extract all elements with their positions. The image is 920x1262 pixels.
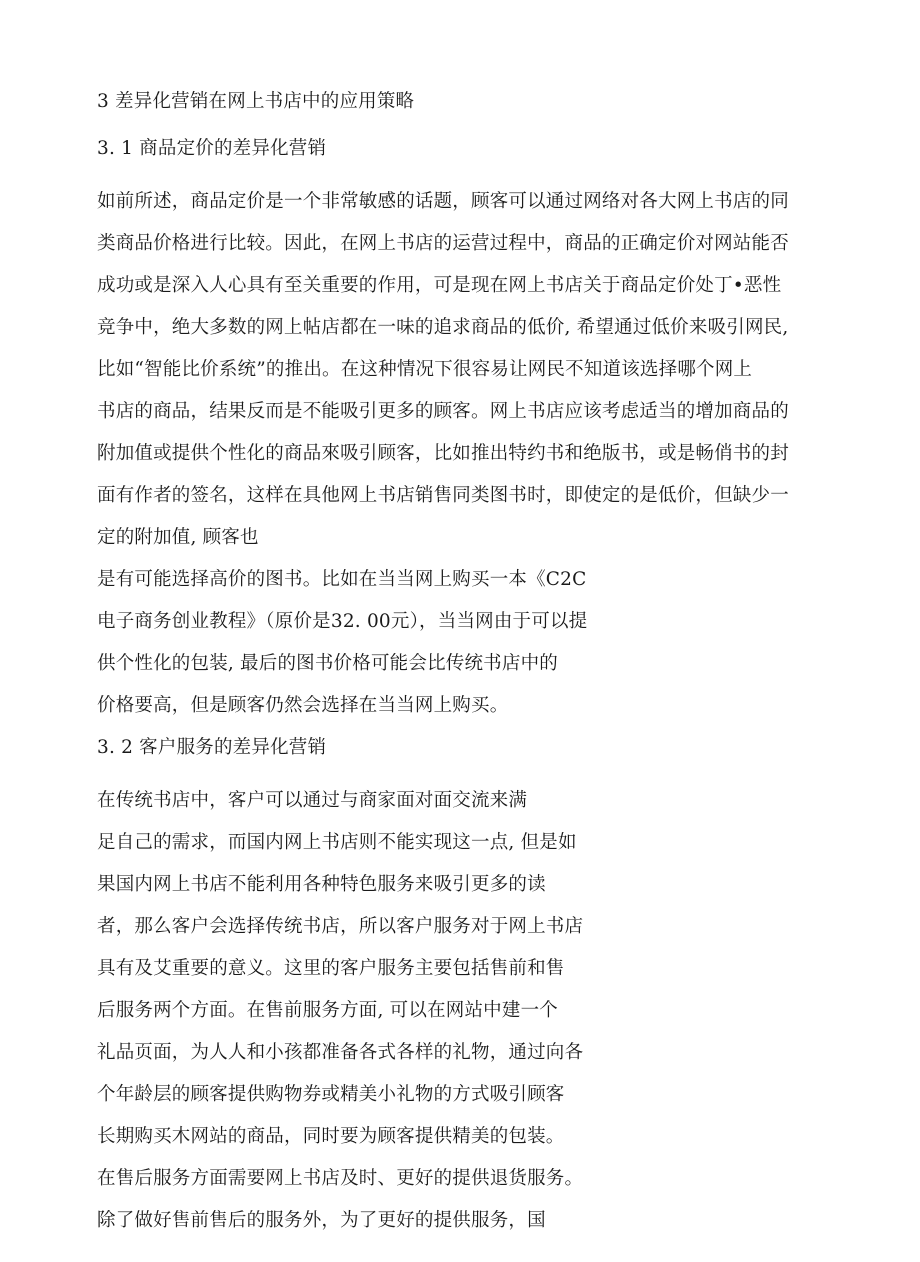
paragraph-line: 在传统书店中，客户可以通过与商家面对面交流来满 [97, 790, 528, 811]
paragraph-line: 如前所述，商品定价是一个非常敏感的话题，顾客可以通过网络对各大网上书店的同 [97, 191, 789, 212]
paragraph-line: 具有及艾重要的意义。这里的客户服务主要包括售前和售 [97, 958, 565, 979]
paragraph-line: 果国内网上书店不能利用各种特色服务来吸引更多的读 [97, 874, 546, 895]
subsection-heading-3-1: 3. 1 商品定价的差异化营销 [97, 138, 327, 159]
section-heading-3: 3 差异化营销在网上书店中的应用策略 [97, 91, 415, 112]
paragraph-line: 是有可能选择高价的图书。比如在当当网上购买一本《C2C [97, 569, 587, 590]
subsection-heading-3-2: 3. 2 客户服务的差异化营销 [97, 737, 327, 758]
paragraph-line: 供个性化的包装, 最后的图书价格可能会比传统书店中的 [97, 653, 558, 674]
paragraph-line: 后服务两个方面。在售前服务方面, 可以在网站中建一个 [97, 1000, 558, 1021]
paragraph-line: 在售后服务方面需要网上书店及时、更好的提供退货服务。 [97, 1168, 584, 1189]
paragraph-line: 个年龄层的顾客提供购物券或精美小礼物的方式吸引顾客 [97, 1084, 565, 1105]
paragraph-line: 竞争中，绝大多数的网上帖店都在一味的追求商品的低价, 希望通过低价来吸引网民, [97, 317, 789, 338]
paragraph-line: 电子商务创业教程》（原价是32. 00元），当当网由于可以提 [97, 611, 588, 632]
paragraph-line: 定的附加值, 顾客也 [97, 527, 259, 548]
paragraph-line: 成功或是深入人心具有至关重要的作用，可是现在网上书店关于商品定价处丁•恶性 [97, 275, 782, 296]
paragraph-line: 附加值或提供个性化的商品來吸引顾客，比如推出特约书和绝版书，或是畅俏书的封 [97, 443, 789, 464]
paragraph-line: 比如“智能比价系统”的推出。在这种情况下很容易让网民不知道该选择哪个网上 [97, 359, 753, 380]
paragraph-line: 者，那么客户会选择传统书店，所以客户服务对于网上书店 [97, 916, 584, 937]
paragraph-line: 足自己的需求，而国内网上书店则不能实现这一点, 但是如 [97, 832, 577, 853]
paragraph-line: 礼品页面，为人人和小孩都准备各式各样的礼物，通过向各 [97, 1042, 584, 1063]
paragraph-line: 长期购买木网站的商品，同时要为顾客提供精美的包装。 [97, 1126, 565, 1147]
paragraph-line: 面有作者的签名，这样在具他网上书店销售同类图书时，即使定的是低价，但缺少一 [97, 485, 789, 506]
paragraph-line: 书店的商品，结果反而是不能吸引更多的顾客。网上书店应该考虑适当的增加商品的 [97, 401, 789, 422]
paragraph-line: 类商品价格进行比较。因此，在网上书店的运营过程中，商品的正确定价对网站能否 [97, 233, 789, 254]
paragraph-line: 价格要高，但是顾客仍然会选择在当当网上购买。 [97, 695, 509, 716]
paragraph-line: 除了做好售前售后的服务外，为了更好的提供服务，国 [97, 1210, 546, 1231]
